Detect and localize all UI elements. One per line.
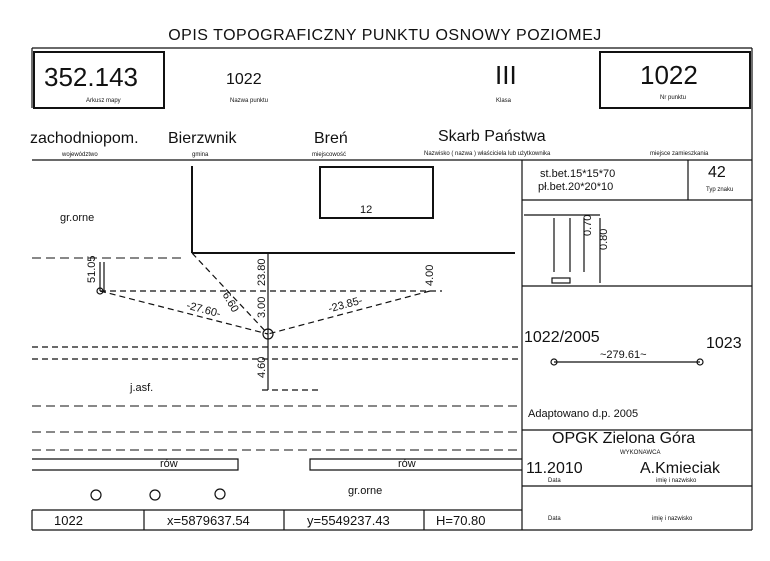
marker-line1: st.bet.15*15*70 <box>540 168 616 180</box>
measure-2760: -27.60- <box>185 299 222 321</box>
executor-company: OPGK Zielona Góra <box>552 430 696 447</box>
ditch-left-label: rów <box>160 458 178 470</box>
marker-line2: pł.bet.20*20*10 <box>538 181 614 193</box>
adapted-note: Adaptowano d.p. 2005 <box>528 408 639 420</box>
footer-point: 1022 <box>54 513 83 528</box>
land-label-2: gr.orne <box>348 485 383 497</box>
executor-label: WYKONAWCA <box>620 450 661 456</box>
commune: Bierzwnik <box>168 130 237 147</box>
ditch-right-label: rów <box>398 458 416 470</box>
measure-460: 4.60 <box>256 356 268 378</box>
measure-2385: -23.85- <box>327 294 364 316</box>
locality-label: miejscowość <box>312 152 347 158</box>
voivodeship-label: województwo <box>62 152 98 158</box>
date-label-2: Data <box>548 516 561 522</box>
owner-label: Nazwisko ( nazwa ) właściciela lub użytkownika <box>424 151 551 157</box>
point-number-label: Nr punktu <box>660 95 687 101</box>
point-number: 1022 <box>640 60 698 90</box>
measure-400: 4.00 <box>424 264 436 286</box>
measure-660: 6.60 <box>219 290 241 315</box>
document-title: OPIS TOPOGRAFICZNY PUNKTU OSNOWY POZIOMEJ <box>168 27 602 44</box>
person-label-2: imię i nazwisko <box>652 516 693 522</box>
locality: Breń <box>314 130 348 147</box>
sheet-label: Arkusz mapy <box>86 98 121 104</box>
road-label: j.asf. <box>130 382 154 394</box>
land-label: gr.orne <box>60 212 95 224</box>
point-name: 1022 <box>226 71 262 88</box>
executor-person: A.Kmieciak <box>640 460 721 477</box>
owner: Skarb Państwa <box>438 128 546 145</box>
class-label: Klasa <box>496 98 512 104</box>
reference-distance: ~279.61~ <box>600 349 647 361</box>
measure-2380: 23.80 <box>256 258 268 286</box>
executor-date: 11.2010 <box>526 460 583 477</box>
marker-type: 42 <box>708 164 726 181</box>
footer-y: y=5549237.43 <box>307 513 390 528</box>
point-class: III <box>495 60 517 90</box>
reference-from: 1022/2005 <box>524 329 600 346</box>
marker-dim-080: 0.80 <box>598 228 610 250</box>
residence-label: miejsce zamieszkania <box>650 151 709 157</box>
footer-h: H=70.80 <box>436 513 486 528</box>
measure-5105: 51.05 <box>86 255 98 283</box>
sheet-number: 352.143 <box>44 62 138 92</box>
person-label: imię i nazwisko <box>656 478 697 484</box>
date-label: Data <box>548 478 561 484</box>
footer-x: x=5879637.54 <box>167 513 250 528</box>
voivodeship: zachodniopom. <box>30 130 139 147</box>
commune-label: gmina <box>192 152 209 158</box>
building-number: 12 <box>360 204 373 216</box>
marker-type-label: Typ znaku <box>706 187 734 193</box>
reference-to: 1023 <box>706 335 742 352</box>
marker-dim-070: 0.70 <box>582 214 594 236</box>
point-name-label: Nazwa punktu <box>230 98 269 104</box>
measure-300: 3.00 <box>256 296 268 318</box>
